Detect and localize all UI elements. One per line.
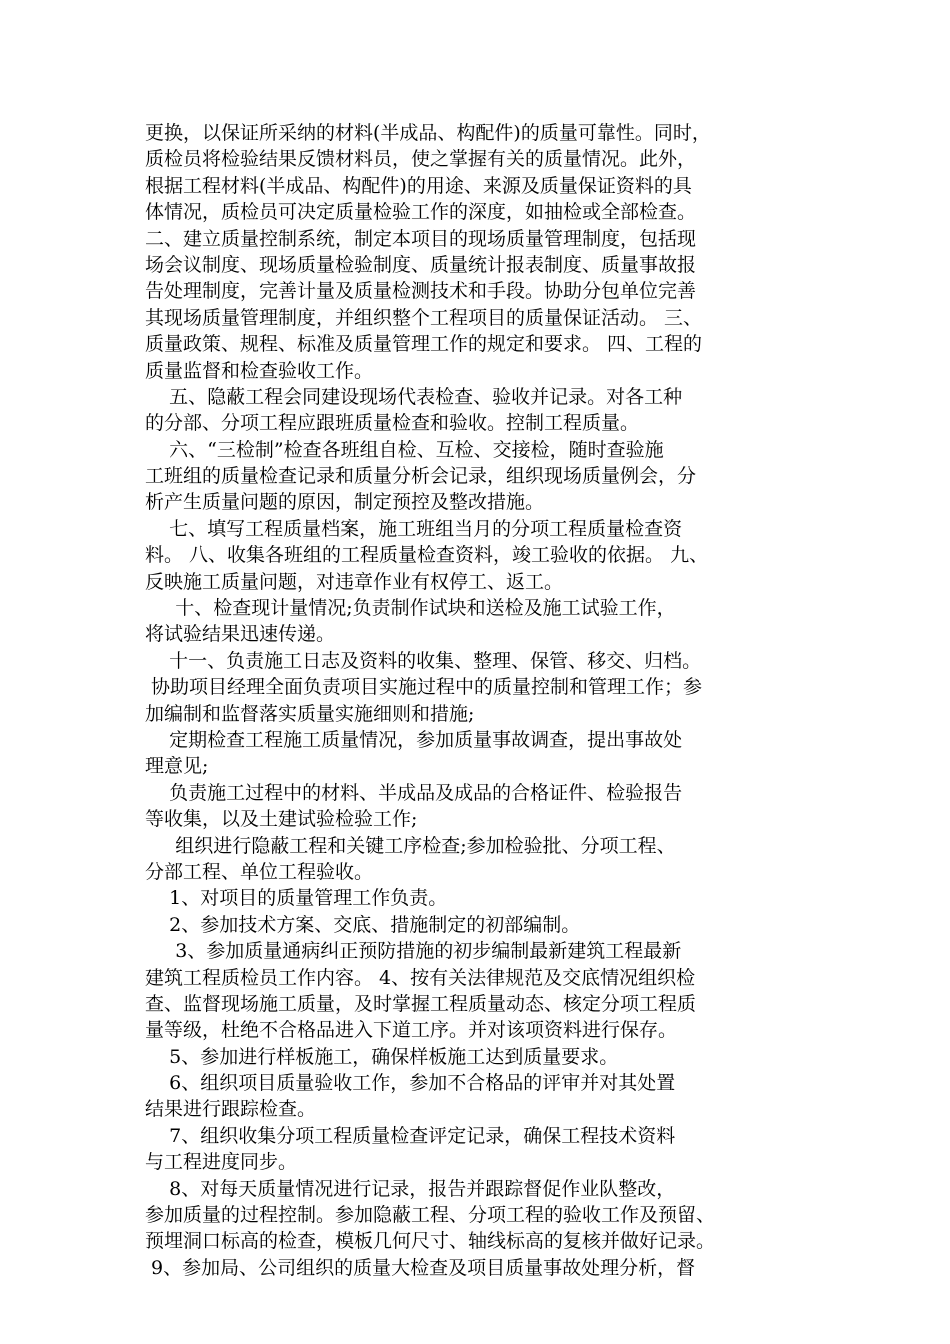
text-line: 根据工程材料(半成品、构配件)的用途、来源及质量保证资料的具 — [145, 174, 692, 197]
text-line: 反映施工质量问题，对违章作业有权停工、返工。 — [145, 570, 564, 593]
text-line: 7、组织收集分项工程质量检查评定记录，确保工程技术资料 — [145, 1124, 676, 1147]
text-line: 负责施工过程中的材料、半成品及成品的合格证件、检验报告 — [145, 781, 683, 804]
text-line: 9、参加局、公司组织的质量大检查及项目质量事故处理分析，督 — [145, 1256, 696, 1279]
text-line: 质量政策、规程、标准及质量管理工作的规定和要求。 四、工程的 — [145, 333, 703, 356]
text-line: 参加质量的过程控制。参加隐蔽工程、分项工程的验收工作及预留、 — [145, 1204, 716, 1227]
text-line: 量等级，杜绝不合格品进入下道工序。并对该项资料进行保存。 — [145, 1019, 678, 1042]
text-line: 组织进行隐蔽工程和关键工序检查;参加检验批、分项工程、 — [145, 834, 676, 857]
text-line: 3、参加质量通病纠正预防措施的初步编制最新建筑工程最新 — [145, 940, 682, 963]
text-line: 定期检查工程施工质量情况，参加质量事故调查，提出事故处 — [145, 728, 683, 751]
text-line: 其现场质量管理制度，并组织整个工程项目的质量保证活动。 三、 — [145, 306, 703, 329]
text-line: 二、建立质量控制系统，制定本项目的现场质量管理制度，包括现 — [145, 227, 697, 250]
text-line: 1、对项目的质量管理工作负责。 — [145, 887, 448, 910]
text-line: 理意见; — [145, 755, 209, 778]
text-line: 等收集，以及土建试验检验工作; — [145, 808, 418, 831]
text-line: 十、检查现计量情况;负责制作试块和送检及施工试验工作， — [145, 597, 676, 620]
text-line: 2、参加技术方案、交底、措施制定的初部编制。 — [145, 913, 581, 936]
text-line: 质量监督和检查验收工作。 — [145, 359, 374, 382]
text-line: 结果进行跟踪检查。 — [145, 1098, 317, 1121]
text-line: 析产生质量问题的原因，制定预控及整改措施。 — [145, 491, 545, 514]
text-line: 的分部、分项工程应跟班质量检查和验收。控制工程质量。 — [145, 412, 640, 435]
text-line: 六、“三检制”检查各班组自检、互检、交接检，随时查验施 — [145, 438, 664, 461]
text-line: 十一、负责施工日志及资料的收集、整理、保管、移交、归档。 — [145, 649, 702, 672]
text-line: 五、隐蔽工程会同建设现场代表检查、验收并记录。对各工种 — [145, 385, 683, 408]
text-line: 6、组织项目质量验收工作，参加不合格品的评审并对其处置 — [145, 1072, 676, 1095]
text-line: 加编制和监督落实质量实施细则和措施; — [145, 702, 475, 725]
text-line: 更换，以保证所采纳的材料(半成品、构配件)的质量可靠性。同时， — [145, 122, 711, 144]
text-line: 与工程进度同步。 — [145, 1151, 298, 1174]
text-line: 5、参加进行样板施工，确保样板施工达到质量要求。 — [145, 1045, 619, 1068]
text-line: 七、填写工程质量档案，施工班组当月的分项工程质量检查资 — [145, 517, 683, 540]
text-line: 质检员将检验结果反馈材料员，使之掌握有关的质量情况。此外， — [145, 148, 697, 171]
text-line: 将试验结果迅速传递。 — [145, 623, 336, 646]
text-line: 建筑工程质检员工作内容。 4、按有关法律规范及交底情况组织检 — [145, 966, 696, 989]
text-line: 体情况，质检员可决定质量检验工作的深度，如抽检或全部检查。 — [145, 201, 697, 224]
text-line: 场会议制度、现场质量检验制度、质量统计报表制度、质量事故报 — [145, 253, 697, 276]
text-line: 告处理制度，完善计量及质量检测技术和手段。协助分包单位完善 — [145, 280, 697, 303]
document-body — [145, 120, 820, 1281]
text-line: 协助项目经理全面负责项目实施过程中的质量控制和管理工作；参 — [145, 676, 703, 699]
text-line: 料。 八、收集各班组的工程质量检查资料，竣工验收的依据。 九、 — [145, 544, 709, 567]
text-line: 分部工程、单位工程验收。 — [145, 860, 374, 883]
text-line: 查、监督现场施工质量，及时掌握工程质量动态、核定分项工程质 — [145, 992, 697, 1015]
text-line: 预埋洞口标高的检查，模板几何尺寸、轴线标高的复核并做好记录。 — [145, 1230, 716, 1253]
text-line: 工班组的质量检查记录和质量分析会记录，组织现场质量例会，分 — [145, 465, 697, 488]
text-line: 8、对每天质量情况进行记录，报告并跟踪督促作业队整改， — [145, 1177, 676, 1200]
